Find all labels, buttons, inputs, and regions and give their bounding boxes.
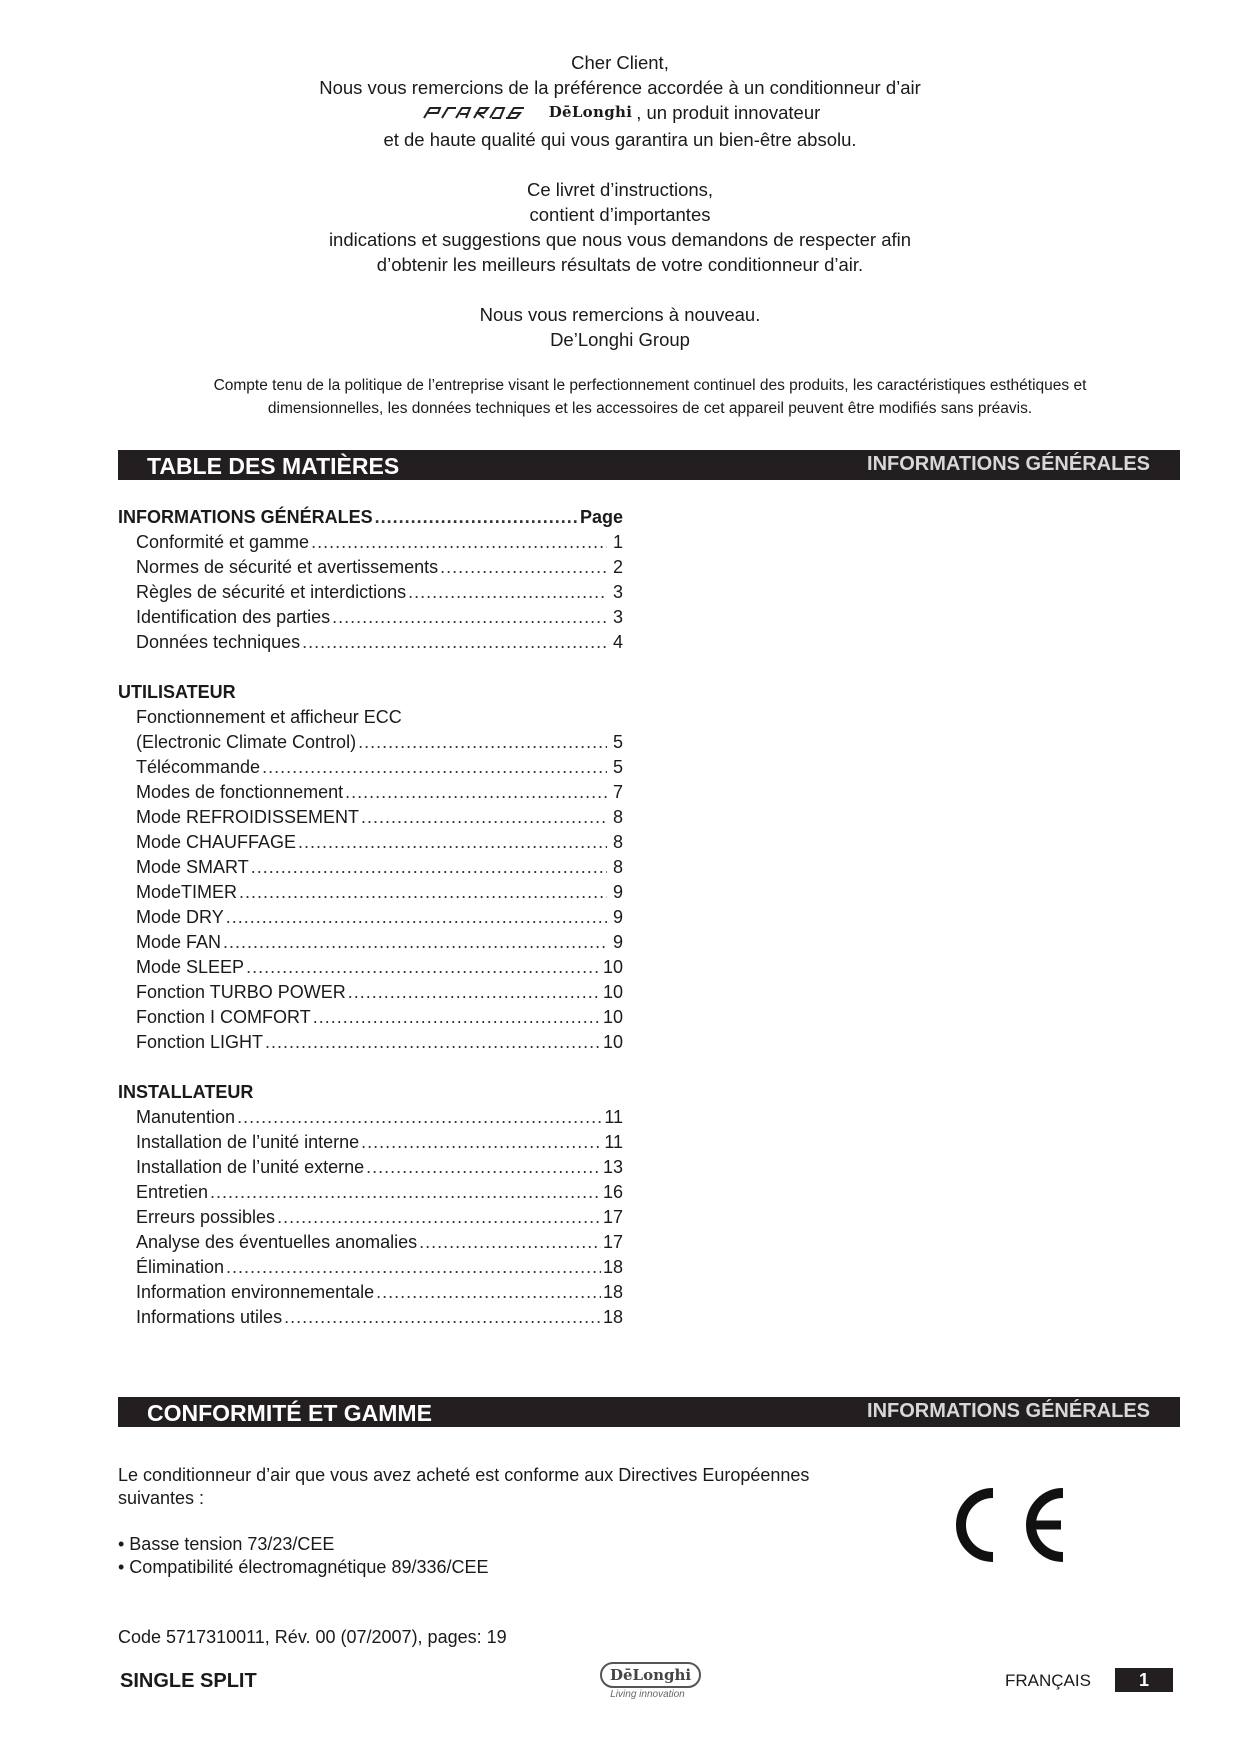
directive-item: • Basse tension 73/23/CEE	[118, 1534, 335, 1554]
toc-item[interactable]: Erreurs possibles ..... 17	[118, 1205, 623, 1230]
toc-item[interactable]: Conformité et gamme ..... 1	[118, 530, 623, 555]
intro-line: Nous vous remercions de la préférence accordée à un conditionneur d’air	[319, 77, 921, 98]
delonghi-logo	[600, 1662, 695, 1700]
toc-item[interactable]: Mode REFROIDISSEMENT ..... 8	[118, 805, 623, 830]
signature: De’Longhi Group	[550, 328, 690, 350]
intro-line: Ce livret d’instructions,	[526, 178, 714, 200]
toc-item[interactable]: Mode DRY ..... 9	[118, 905, 623, 930]
footer-language: FRANÇAIS	[1005, 1671, 1091, 1690]
toc-item[interactable]: Analyse des éventuelles anomalies ..... 17	[118, 1230, 623, 1255]
toc-page-label: Page	[579, 507, 623, 527]
toc-item[interactable]: Manutention ..... 11	[118, 1105, 623, 1130]
toc-item[interactable]: Normes de sécurité et avertissements ..... 2	[118, 555, 623, 580]
conformity-title: CONFORMITÉ ET GAMME	[147, 1400, 432, 1426]
toc-item[interactable]: Données techniques ..... 4	[118, 630, 623, 655]
toc-item[interactable]: Fonction TURBO POWER ..... 10	[118, 980, 623, 1005]
toc-header-bar	[118, 450, 1180, 480]
toc-item[interactable]: Modes de fonctionnement ..... 7	[118, 780, 623, 805]
toc-section-label: INFORMATIONS GÉNÉRALES	[867, 453, 1150, 475]
conformity-section-label: INFORMATIONS GÉNÉRALES	[867, 1400, 1150, 1422]
toc-item[interactable]: Mode CHAUFFAGE ..... 8	[118, 830, 623, 855]
table-of-contents	[118, 505, 623, 1330]
intro-line: contient d’importantes	[529, 203, 711, 225]
toc-title: TABLE DES MATIÈRES	[147, 453, 400, 479]
toc-item[interactable]: Mode FAN ..... 9	[118, 930, 623, 955]
toc-item[interactable]: Fonction I COMFORT ..... 10	[118, 1005, 623, 1030]
logo-tagline: Living innovation	[610, 1689, 685, 1700]
toc-item[interactable]: Informations utiles ..... 18	[118, 1305, 623, 1330]
directive-item: • Compatibilité électromagnétique 89/336/CEE	[118, 1557, 489, 1577]
thanks-line: Nous vous remercions à nouveau.	[479, 303, 761, 325]
intro-line: d’obtenir les meilleurs résultats de votre conditionneur d’air.	[376, 253, 864, 275]
toc-item-line: Fonctionnement et afficheur ECC	[136, 707, 402, 727]
toc-item[interactable]: Identification des parties ..... 3	[118, 605, 623, 630]
toc-item[interactable]: Mode SMART ..... 8	[118, 855, 623, 880]
toc-item[interactable]: ModeTIMER ..... 9	[118, 880, 623, 905]
logo-text: DēLonghi	[600, 1662, 701, 1688]
greeting: Cher Client,	[571, 52, 669, 73]
conformity-line: Le conditionneur d’air que vous avez acheté est conforme aux Directives Européennes	[118, 1465, 810, 1485]
intro-line-suffix: , un produit innovateur	[636, 102, 821, 123]
intro-line: indications et suggestions que nous vous demandons de respecter afin	[328, 228, 912, 250]
conformity-header-bar	[118, 1397, 1180, 1427]
disclaimer-line: dimensionnelles, les données techniques et les accessoires de cet appareil peuvent être modifiés sans préavis.	[267, 400, 1033, 417]
toc-section-heading[interactable]: INSTALLATEUR	[118, 1082, 254, 1102]
toc-section-heading[interactable]: INFORMATIONS GÉNÉRALES ..... Page	[118, 505, 623, 530]
toc-item[interactable]: Fonction LIGHT ..... 10	[118, 1030, 623, 1055]
conformity-text	[118, 1464, 878, 1579]
toc-item[interactable]: (Electronic Climate Control) ..... 5	[118, 730, 623, 755]
toc-section-heading[interactable]: UTILISATEUR	[118, 682, 236, 702]
intro-line: et de haute qualité qui vous garantira un bien-être absolu.	[383, 128, 857, 150]
conformity-line: suivantes :	[118, 1488, 205, 1508]
page-number: 1	[1115, 1668, 1173, 1692]
toc-item[interactable]: Élimination ..... 18	[118, 1255, 623, 1280]
toc-item[interactable]: Information environnementale ..... 18	[118, 1280, 623, 1305]
disclaimer-line: Compte tenu de la politique de l’entreprise visant le perfectionnement continuel des produits, les caractéristiques esthétiques et	[213, 377, 1087, 394]
toc-item[interactable]: Installation de l’unité interne ..... 11	[118, 1130, 623, 1155]
toc-item[interactable]: Mode SLEEP ..... 10	[118, 955, 623, 980]
footer-model: SINGLE SPLIT	[120, 1670, 257, 1692]
toc-item[interactable]: Télécommande ..... 5	[118, 755, 623, 780]
toc-item[interactable]: Entretien ..... 16	[118, 1180, 623, 1205]
ce-mark-icon	[955, 1485, 1070, 1565]
intro-brand-line	[0, 100, 1240, 127]
disclaimer	[120, 374, 1180, 420]
pinguino-logo	[420, 105, 545, 121]
document-code: Code 5717310011, Rév. 00 (07/2007), pages: 19	[118, 1627, 507, 1647]
toc-item[interactable]: Installation de l’unité externe ..... 13	[118, 1155, 623, 1180]
toc-item[interactable]: Règles de sécurité et interdictions ..... 3	[118, 580, 623, 605]
intro-letter	[0, 50, 1240, 352]
brand-name: DēLonghi	[548, 103, 633, 121]
